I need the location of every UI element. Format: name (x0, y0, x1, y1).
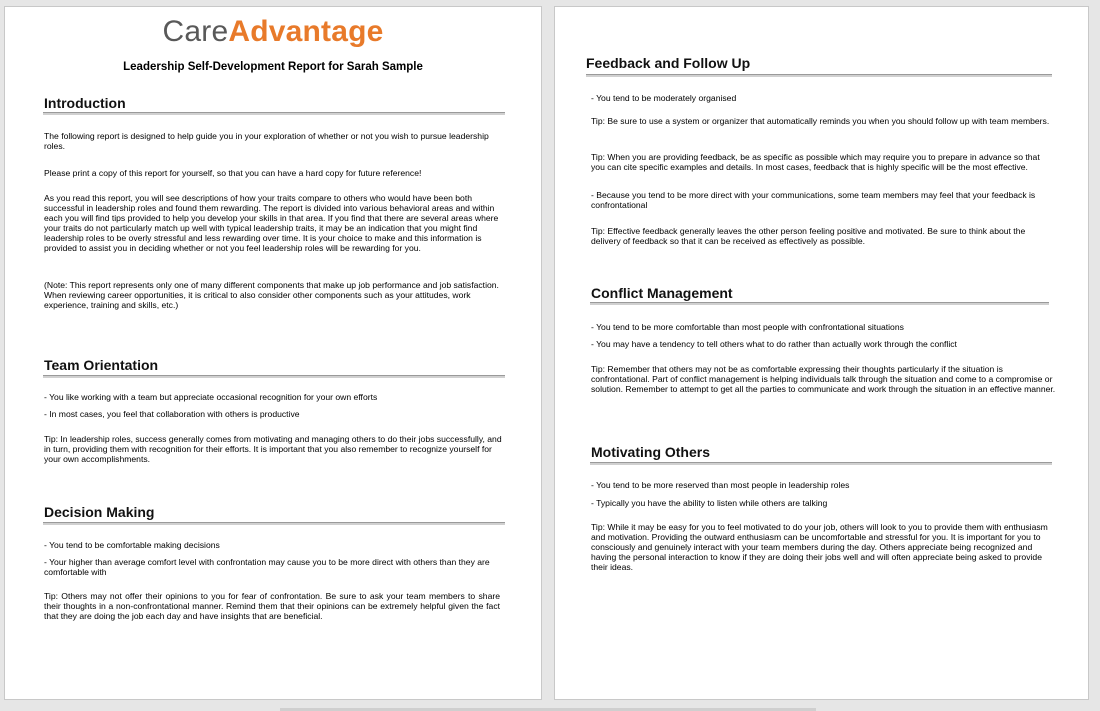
feedback-tip-2: Tip: When you are providing feedback, be as specific as possible which may require you to prepare in advance so that you can cite specific examples and details. In most cases, feedback that is highly specific will be the most effective. (591, 152, 1040, 172)
motivating-bullet-1: - You tend to be more reserved than most people in leadership roles (591, 480, 850, 490)
conflict-bullet-2: - You may have a tendency to tell others what to do rather than actually work through the conflict (591, 339, 957, 349)
care-advantage-logo (5, 15, 541, 49)
intro-paragraph-3: As you read this report, you will see descriptions of how your traits compare to others who would have been both successful in leadership roles and found them rewarding. The report is divided into various behavioral areas and within each you will find tips provided to help you develop your skills in that area. If you find that there are several areas where your traits do not particularly match up well with typical leadership traits, it may be an indication that you might find leadership roles to be overly stressful and less rewarding over time. It is your choice to make and this information is provided to assist you in deciding whether or not you feel leadership roles will be rewarding for you. (44, 193, 499, 253)
intro-note: (Note: This report represents only one of many different components that make up job performance and job satisfaction. When reviewing career opportunities, it is critical to also consider other components such as your attitudes, work experience, training and skills, etc.) (44, 280, 499, 310)
conflict-tip: Tip: Remember that others may not be as comfortable expressing their thoughts particularly if the situation is confrontational. Part of conflict management is helping individuals talk through the situation and come to a compromise or solution. Remember to attempt to get all the parties to communicate and work through the situation in an effective manner. (591, 364, 1056, 394)
feedback-bullet-1: - You tend to be moderately organised (591, 93, 737, 103)
section-title-decision-making: Decision Making (44, 504, 155, 520)
conflict-bullet-1: - You tend to be more comfortable than most people with confrontational situations (591, 322, 904, 332)
feedback-bullet-2: - Because you tend to be more direct with your communications, some team members may feel that your feedback is confrontational (591, 190, 1036, 210)
motivating-tip: Tip: While it may be easy for you to feel motivated to do your job, others will look to you to provide them with enthusiasm and motivation. Providing the outward enthusiasm can be uncomfortable and stressful for you. It is important for you to consciously and genuinely interact with your team members during the day. Others appreciate being recognized and having the personal interaction to know if they are doing their jobs well and will often appreciate being asked to provide their ideas. (591, 522, 1048, 572)
section-title-introduction: Introduction (44, 95, 126, 111)
decision-tip: Tip: Others may not offer their opinions to you for fear of confrontation. Be sure to ask your team members to share their thoughts in a non-confrontational manner. Remind them that their opinions can be extremely helpful given the fact that they are doing the job each day and have insights that are beneficial. (44, 591, 500, 621)
intro-paragraph-2: Please print a copy of this report for yourself, so that you can have a hard copy for future reference! (44, 168, 422, 178)
section-title-team-orientation: Team Orientation (44, 357, 159, 373)
section-divider (43, 522, 505, 525)
decision-bullet-1: - You tend to be comfortable making decisions (44, 540, 220, 550)
motivating-bullet-2: - Typically you have the ability to listen while others are talking (591, 498, 828, 508)
section-title-conflict: Conflict Management (591, 285, 733, 301)
team-bullet-2: - In most cases, you feel that collaboration with others is productive (44, 409, 300, 419)
section-divider (43, 375, 505, 378)
section-divider (590, 302, 1049, 305)
section-title-feedback: Feedback and Follow Up (586, 55, 751, 71)
team-bullet-1: - You like working with a team but appreciate occasional recognition for your own efforts (44, 392, 378, 402)
section-divider (586, 74, 1052, 77)
report-page-1 (4, 6, 542, 700)
feedback-tip-1: Tip: Be sure to use a system or organizer that automatically reminds you when you should follow up with team members. (591, 116, 1050, 126)
feedback-tip-3: Tip: Effective feedback generally leaves the other person feeling positive and motivated. Be sure to think about the delivery of feedback so that it can be received as effectively as possible. (591, 226, 1026, 246)
decision-bullet-2: - Your higher than average comfort level with confrontation may cause you to be more direct with others than they are comfortable with (44, 557, 490, 577)
report-page-2 (554, 6, 1089, 700)
team-tip: Tip: In leadership roles, success generally comes from motivating and managing others to do their jobs successfully, and in turn, providing them with recognition for their efforts. It is important that you also remember to recognize yourself for your own accomplishments. (44, 434, 502, 464)
section-divider (590, 462, 1052, 465)
intro-paragraph-1: The following report is designed to help guide you in your exploration of whether or not you wish to pursue leadership roles. (44, 131, 489, 151)
report-title: Leadership Self-Development Report for Sarah Sample (123, 61, 423, 73)
section-divider (43, 112, 505, 115)
section-title-motivating: Motivating Others (591, 444, 711, 460)
logo-text-advantage: Advantage (228, 15, 384, 48)
logo-text-care: Care (162, 15, 229, 48)
